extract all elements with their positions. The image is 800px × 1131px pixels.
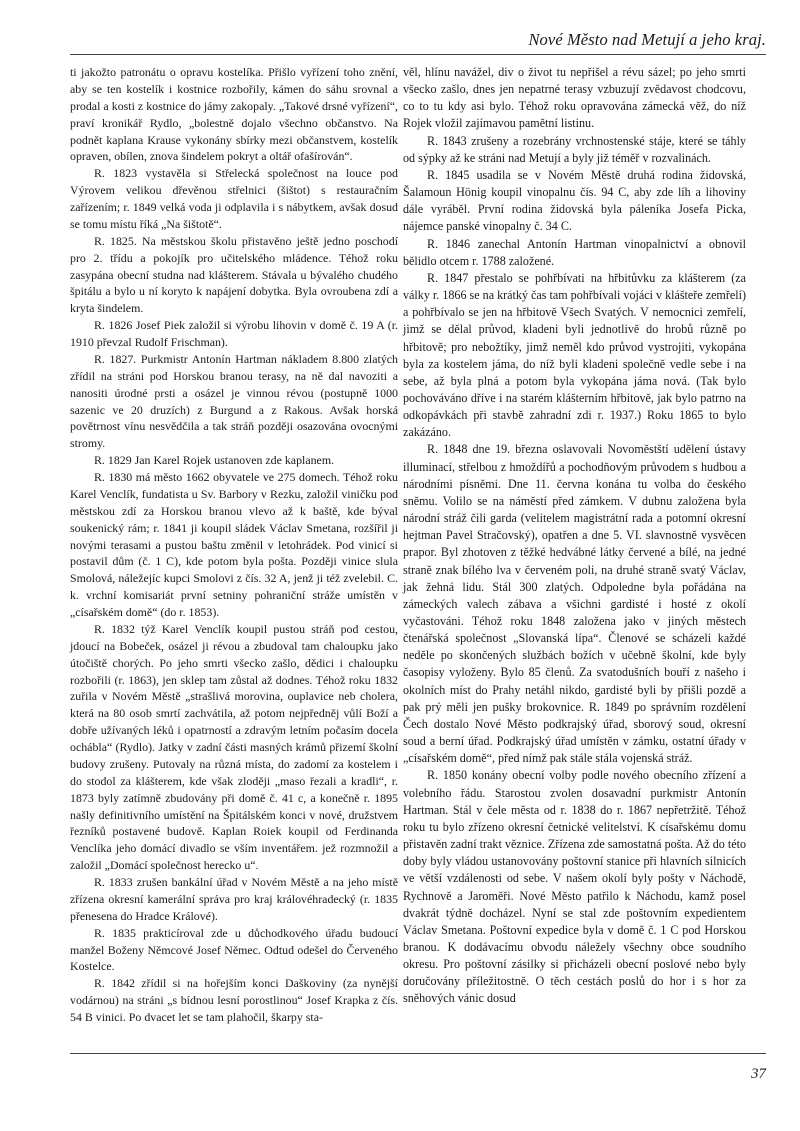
running-title: Nové Město nad Metují a jeho kraj.: [528, 30, 766, 49]
paragraph: R. 1842 zřídil si na hořejším konci Daškoviny (za nynější vodárnou) na stráni „s bídnou lesní porostlinou“ Josef Krapka z čís. 54 B vinici. Po dvacet let se tam plahočil, škarpy sta-: [70, 976, 398, 1024]
paragraph: R. 1823 vystavěla si Střelecká společnost na louce pod Výrovem velikou dřevěnou střelnici (šištot) s restauračním zařízením; r. 1849 velká voda ji odplavila i s nábytkem, avšak dosud se tomu místu říká „Na šištotě“.: [70, 166, 398, 231]
paragraph: R. 1832 týž Karel Venclík koupil pustou stráň pod cestou, jdoucí na Bobeček, osázel ji révou a zbudoval tam chaloupku jako útočiště chorých. Po jeho smrti všecko zašlo, dědici i chaloupku rozbořili (r. 1863), jen sklep tam zůstal až dodnes. Téhož roku 1832 zuřila v Novém Městě „strašlivá morovina, ouplavice neb cholera, která na 80 osob smrtí zachvátila, až potom nejpředněj vůlí Boží a dobře užívaných léků i opatrností a zdravým letním počasím docela ochábla“ (Rydlo). Jatky v zadní části masných krámů přizemí školní budovy zrušeny. Putovaly na různá místa, do zadomí za kostelem i do stodol za klášterem, kde však zloději „maso řezali a kradli“, r. 1873 byly zatímně zbudovány při domě č. 41 c, a konečně r. 1895 našly definitivního umístění na Špitálském konci v nové, družstvem řezníků postavené budově. Kaplan Roiek koupil od Ferdinanda Venclíka jeho domácí divadlo se vším inventářem. jež rozmnožil a založil „Domácí společnost herecko u“.: [70, 621, 398, 873]
paragraph: R. 1850 konány obecní volby podle nového obecního zřízení a volebního řádu. Starostou zvolen dosavadní purkmistr Antonín Hartman. Stál v čele města od r. 1838 do r. 1867 nepřetržitě. Téhož roku tu bylo zřízeno okresní četnické velitelství. K císařskému domu přistavěn zadní trakt věznice. Zřízena zde samostatná pošta. Až do této doby byly vládou ustanovovány poštovní stanice při hlavních silnicích ve větší vzdálenosti od sebe. V našem okolí byly pošty v Náchodě, Rychnově a Jaroměři. Nové Město patřilo k Náchodu, kamž posel dvakrát týdně docházel. Nyní se stal zde poštovním expedientem Václav Smetana. Poštovní expedice byla v domě č. 1 C pod Horskou branou. K dodávacímu obvodu náležely všechny obce soudního okresu. Pro poštovní zásilky si přicházeli obecní poslové nebo byly doručovány příležitostně. O těch cestách poslů do hor i s hor za sněhových vánic dosud: [403, 768, 746, 1006]
paragraph: R. 1847 přestalo se pohřbívati na hřbitůvku za klášterem (za války r. 1866 se na krátký čas tam pohřbívali vojáci v klášteře zemřelí) a pohřbívalo se jen na hřbitově Všech Svatých. V nemocnici zemřelí, jimž se dělal průvod, kladeni byli jednotlivě do hrobů různě po hřbitově; pro nebožtíky, jimž neměl kdo průvod vystrojiti, vykopána byla za kostelem jáma, do níž byli kladeni společně vedle sebe i na sebe, až byla plná a potom byla vykopána jáma nová. (Tak bylo pochováváno dříve i na starém klášterním hřbitově, jak bylo patrno na odkopávkách při stavbě zahradní zdi r. 1937.) Roku 1865 to bylo zakázáno.: [403, 270, 746, 440]
running-header: [0, 0, 800, 58]
paragraph: R. 1848 dne 19. března oslavovali Novoměstští udělení ústavy illuminací, střelbou z hmoždířů a pochodňovým průvodem s hudbou a národními písněmi. Dne 11. června konána tu volba do českého sněmu. Volilo se na náměstí před zámkem. V dubnu založena byla národní stráž čili garda (velitelem magistrátní rada a potomní okresní hejtman Pavel Stračovský), opatřen a dne 5. VI. slavnostně vysvěcen prapor. Byl zhotoven z těžké hedvábné látky červené a bílé, na jedné straně znak bílého lva v červeném poli, na druhé straně svatý Václav, jak žehná lidu. Stál 300 zlatých. Odpoledne byla pořádána na zámeckých valech zábava a všichni gardisté i hosté z okolí vyčastováni. Téhož roku 1848 založena jako v jiných městech čtenářská společnost „Slovanská lípa“. Členové se scházeli každé neděle po skončených službách božích v učebně školní, kde byly časopisy vyloženy. Bylo 85 členů. Za svatodušních bouří z našeho i okolních míst do Prahy netáhl nikdo, gardisté byli by přišli pozdě a pak prý měli jen pušky brokovnice. R. 1849 po správním rozdělení Čech dostalo Nové Město podkrajský úřad, sborový soud, okresní soud a berní úřad. Podkrajský úřad umístěn v zámku, ostatní úřady v „císařském domě“, před nímž pak stále stála vojenská stráž.: [403, 442, 746, 766]
paragraph: ti jakožto patronátu o opravu kostelíka. Přišlo vyřízení toho znění, aby se ten kostelík i kostnice rozbořily, kámen do sáhu srovnal a prodal a kosti z kostnice do jámy zakopaly. „Takové drsné vyřízení“, praví kronikář Rydlo, „bolestně dojalo všechno občanstvo. Na podnět kaplana Krause vykonány sbírky mezi občanstvem, kostelík opraven, obílen, znova šindelem pokryt a oltář ofašírován“.: [70, 65, 398, 164]
paragraph: R. 1830 má město 1662 obyvatele ve 275 domech. Téhož roku Karel Venclík, fundatista u Sv. Barbory v Rezku, založil viničku pod městskou zdí za Horskou branou vlevo až k baště, kde býval soukenický rám; r. 1841 ji koupil sládek Václav Smetana, rozšířil ji novými terasami a pustou baštu změnil v letohrádek. Pod vinicí si postavil dům (č. 1 C), kde potom byla pošta. Později vinice slula Smolová, náležejíc kupci Smolovi z čís. 32 A, jenž ji též zvelebil. C. k. vrchní komisariát první setniny pohraniční stráže umístěn v „císařském domě“ (do r. 1853).: [70, 470, 398, 619]
paragraph: R. 1825. Na městskou školu přistavěno ještě jedno poschodí pro 2. třídu a pokojík pro učitelského mládence. Téhož roku zasypána obecní studna nad klášterem. Stávala u bývalého chudého špitálu a bylo u ní koryto k napájení dobytka. Byla ovroubena zdí a kryta šindelem.: [70, 233, 398, 316]
header-rule: [70, 54, 766, 55]
footer-rule: [70, 1053, 766, 1054]
paragraph: R. 1826 Josef Piek založil si výrobu lihovin v domě č. 19 A (r. 1910 převzal Rudolf Frischman).: [70, 318, 398, 349]
right-column: [403, 64, 746, 1008]
paragraph: věl, hlínu navážel, div o život tu nepřišel a révu sázel; po jeho smrti všecko zašlo, dnes jen nepatrné terasy vzbuzují zvědavost chodcovu, co to tu kdy asi bylo. Téhož roku opravována zámecká věž, do níž Rojek vložil zajímavou pamětní listinu.: [403, 65, 746, 131]
paragraph: R. 1835 prakticíroval zde u důchodkového úřadu budoucí manžel Boženy Němcové Josef Němec. Odtud odešel do Červeného Kostelce.: [70, 925, 398, 974]
paragraph: R. 1829 Jan Karel Rojek ustanoven zde kaplanem.: [94, 453, 335, 468]
paragraph: R. 1833 zrušen bankální úřad v Novém Městě a na jeho místě zřízena okresní kamerální správa pro kraj královéhradecký (r. 1835 přenesena do Hradce Králové).: [70, 875, 398, 923]
left-column: [70, 64, 398, 1026]
paragraph: R. 1846 zanechal Antonín Hartman vinopalnictví a obnovil bělidlo otcem r. 1788 založené.: [403, 236, 746, 268]
paragraph: R. 1827. Purkmistr Antonín Hartman nákladem 8.800 zlatých zřídil na stráni pod Horskou branou terasy, na ně dal navoziti a nanositi úrodné prsti a osázel je vinnou révou (postupně 1000 sazenic ve 20 druzích) z Burgund a z Rakous. Avšak horská povětrnost vínu nesvědčila a tak stráň později osazována ovocnými stromy.: [70, 351, 398, 451]
paragraph: R. 1843 zrušeny a rozebrány vrchnostenské stáje, které se táhly od sýpky až ke stráni nad Metují a byly již téměř v rozvalinách.: [403, 133, 746, 165]
page-number: 37: [751, 1066, 766, 1082]
paragraph: R. 1845 usadila se v Novém Městě druhá rodina židovská, Šalamoun Hönig koupil vinopalnu čís. 94 C, aby zde líh a lihoviny dále vyráběl. První rodina židovská byla páleníka Josefa Picka, nájemce panské vinopalny č. 34 C.: [403, 167, 746, 234]
